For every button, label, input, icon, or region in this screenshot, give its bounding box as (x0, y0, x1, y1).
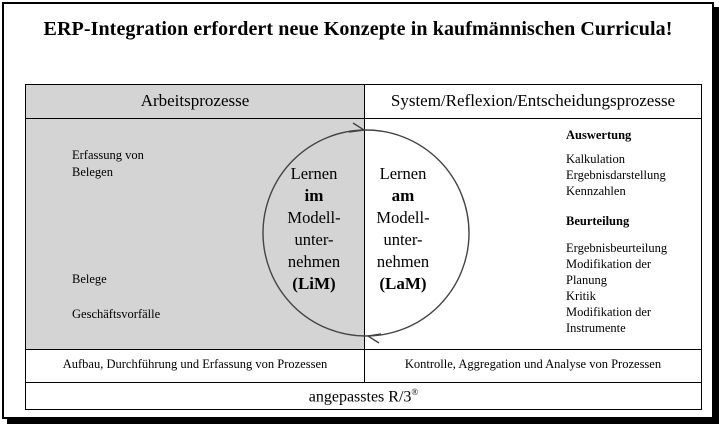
item-belege: Belege (72, 272, 107, 286)
list-beurteilung (566, 240, 667, 336)
list-item: Kalkulation (566, 152, 626, 166)
list-auswertung (566, 151, 666, 199)
lam-line2: am (391, 186, 415, 205)
footer-divider-bottom (26, 382, 701, 383)
circle-text-lam (366, 163, 440, 295)
lim-line3: Modell- (287, 208, 341, 227)
header-right: System/Reflexion/Entscheidungsprozesse (390, 91, 676, 110)
list-item: Modifikation der (566, 305, 652, 319)
list-item: Kennzahlen (566, 184, 626, 198)
list-item: Planung (566, 273, 607, 287)
lam-line5: nehmen (376, 252, 430, 271)
registered-mark: ® (411, 387, 419, 397)
slide-frame (2, 2, 714, 419)
lim-line1: Lernen (290, 164, 338, 183)
lam-line6: (LaM) (379, 274, 427, 293)
footer-left: Aufbau, Durchführung und Erfassung von Prozessen (62, 357, 328, 371)
lim-line4: unter- (294, 230, 334, 249)
lim-line5: nehmen (287, 252, 341, 271)
lim-line6: (LiM) (292, 274, 336, 293)
lam-line1: Lernen (379, 164, 427, 183)
list-item: Ergebnisdarstellung (566, 168, 666, 182)
slide-title: ERP-Integration erfordert neue Konzepte in kaufmännischen Curricula! (43, 18, 673, 40)
footer-base (26, 387, 701, 406)
footer-right: Kontrolle, Aggregation und Analyse von Prozessen (404, 357, 662, 371)
list-item: Kritik (566, 289, 596, 303)
item-erfassung-line1: Erfassung von (72, 148, 144, 162)
lam-line4: unter- (383, 230, 423, 249)
header-left: Arbeitsprozesse (140, 91, 250, 110)
list-item: Ergebnisbeurteilung (566, 241, 668, 255)
heading-auswertung: Auswertung (566, 128, 632, 142)
list-item: Modifikation der (566, 257, 652, 271)
list-item: Instrumente (566, 321, 626, 335)
lim-line2: im (304, 186, 324, 205)
footer-base-text: angepasstes R/3 (308, 388, 412, 406)
heading-beurteilung: Beurteilung (566, 214, 630, 228)
lam-line3: Modell- (376, 208, 430, 227)
concept-diagram (25, 84, 702, 410)
circle-text-lim (274, 163, 354, 295)
item-geschaeftsvorfaelle: Geschäftsvorfälle (72, 307, 161, 321)
item-erfassung-line2: Belegen (72, 165, 113, 179)
